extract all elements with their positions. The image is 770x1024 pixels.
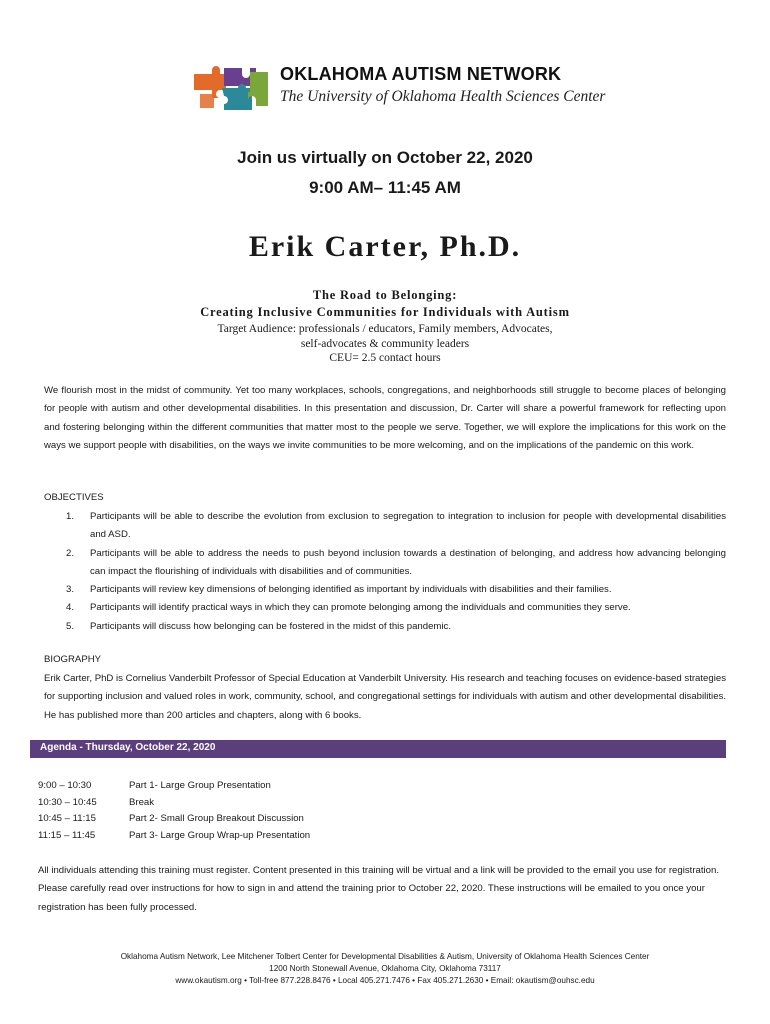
objective-item (44, 508, 726, 545)
speaker-name: Erik Carter, Ph.D. (248, 230, 522, 263)
footer-contact-line: www.okautism.org • Toll-free 877.228.8476 • Local 405.271.7476 • Fax 405.271.2630 • Email: okautism@ouhsc.edu (175, 976, 595, 985)
agenda-time: 10:45 – 11:15 (38, 813, 96, 824)
agenda-time: 10:30 – 10:45 (38, 796, 97, 808)
objectives-list (44, 508, 726, 636)
event-date: Join us virtually on October 22, 2020 (237, 148, 533, 167)
objective-number: 3. (66, 584, 75, 596)
org-name: OKLAHOMA AUTISM NETWORK (280, 64, 562, 84)
footer-address-line1: Oklahoma Autism Network, Lee Mitchener Tolbert Center for Developmental Disabilities & Autism, University of Oklahoma Health Sciences Center (120, 952, 650, 961)
agenda-row (38, 813, 718, 830)
agenda-banner (30, 740, 726, 758)
agenda-row (38, 797, 718, 814)
agenda-item: Break (129, 796, 155, 808)
event-time: 9:00 AM– 11:45 AM (309, 178, 461, 197)
objective-item (44, 618, 726, 636)
biography-paragraph: Erik Carter, PhD is Cornelius Vanderbilt Professor of Special Education at Vanderbilt University. His research and teaching focuses on evidence-based strategies for supporting inclusion and valued roles in work, community, school, and congregational settings for individuals with autism and other developmental disabilities. He has published more than 200 articles and chapters, along with 6 books. (44, 673, 726, 721)
agenda-time: 9:00 – 10:30 (38, 780, 92, 791)
objective-text: Participants will review key dimensions of belonging identified as important by individuals with disabilities and their families. (90, 584, 612, 596)
puzzle-logo-icon (192, 64, 272, 112)
agenda-item: Part 2- Small Group Breakout Discussion (129, 813, 304, 824)
objective-number: 4. (66, 602, 75, 614)
objective-number: 1. (66, 511, 75, 522)
agenda-item: Part 3- Large Group Wrap-up Presentation (129, 829, 311, 841)
objective-text: Participants will be able to describe the evolution from exclusion to segregation to integration to inclusion for people with developmental disabilities and ASD. (90, 511, 726, 541)
biography-heading: BIOGRAPHY (44, 654, 102, 665)
objective-text: Participants will identify practical ways in which they can promote belonging among the individuals and communities they serve. (90, 602, 631, 614)
intro-paragraph: We flourish most in the midst of community. Yet too many workplaces, schools, congregations, and neighborhoods still struggle to become places of belonging for people with autism and other developmental disabilities. In this presentation and discussion, Dr. Carter will share a powerful framework for reflecting upon and fostering belonging within the different communities that matter most to the people we serve. Together, we will explore the implications for this work on the ways we support people with disabilities, on the ways we invite communities to be more welcoming, and on the implications of the pandemic on this work. (44, 385, 726, 451)
agenda-row (38, 830, 718, 847)
objective-item (44, 599, 726, 617)
objective-text: Participants will be able to address the needs to push beyond inclusion towards a destination of belonging, and address how advancing belonging can impact the flourishing of individuals with disabilities and of communities. (90, 547, 726, 577)
target-audience-line1: Target Audience: professionals / educators, Family members, Advocates, (217, 323, 553, 335)
talk-title: The Road to Belonging: (312, 288, 458, 302)
objective-item (44, 581, 726, 599)
footer-address-line2: 1200 North Stonewall Avenue, Oklahoma City, Oklahoma 73117 (269, 964, 501, 973)
objectives-heading: OBJECTIVES (44, 492, 104, 503)
agenda-title: Agenda - Thursday, October 22, 2020 (40, 742, 216, 753)
objective-text: Participants will discuss how belonging can be fostered in the midst of this pandemic. (90, 620, 452, 632)
agenda-time: 11:15 – 11:45 (38, 829, 96, 841)
objective-number: 2. (66, 547, 75, 559)
objective-number: 5. (66, 620, 75, 632)
agenda-item: Part 1- Large Group Presentation (129, 780, 271, 791)
agenda-row (38, 780, 718, 797)
objective-item (44, 545, 726, 582)
target-audience-line2: self-advocates & community leaders (300, 338, 470, 350)
org-logo (192, 60, 606, 120)
org-subtitle: The University of Oklahoma Health Sciences Center (280, 88, 606, 105)
agenda-list (38, 780, 718, 846)
registration-paragraph: All individuals attending this training must register. Content presented in this training will be virtual and a link will be provided to the email you use for registration. Please carefully read over instructions for how to sign in and attend the training prior to October 22, 2020. These instructions will be emailed to you once your registration has been fully processed. (38, 865, 719, 913)
ceu-hours: CEU= 2.5 contact hours (329, 352, 441, 364)
talk-subtitle: Creating Inclusive Communities for Individuals with Autism (200, 305, 570, 319)
